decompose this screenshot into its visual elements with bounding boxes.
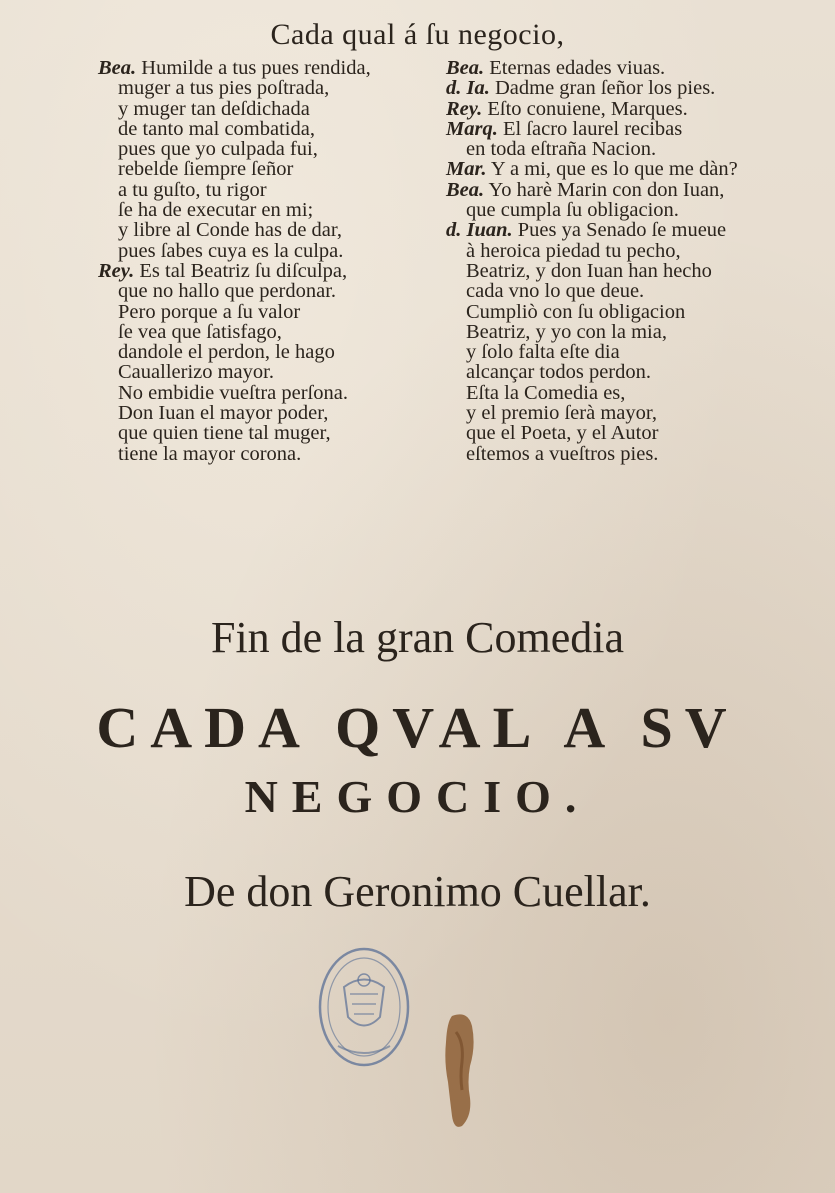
verse-text: que el Poeta, y el Autor (466, 422, 659, 445)
verse-text: Don Iuan el mayor poder, (118, 402, 329, 425)
verse-text: Pues ya Senado ſe mueue (512, 219, 727, 242)
verse-line (446, 180, 806, 200)
verse-line (446, 261, 806, 281)
play-title-line-2: NEGOCIO. (244, 771, 591, 822)
verse-text: en toda eſtraña Nacion. (466, 138, 657, 161)
verse-line (98, 78, 428, 98)
verse-text: y ſolo falta eſte dia (466, 341, 620, 364)
verse-text: y muger tan deſdichada (118, 97, 310, 120)
verse-line (446, 159, 806, 179)
verse-text: que quien tiene tal muger, (118, 422, 331, 445)
verse-text: ſe ha de executar en mi; (118, 199, 314, 222)
verse-line (446, 99, 806, 119)
verse-text: pues ſabes cuya es la culpa. (118, 239, 344, 262)
verse-text: dandole el perdon, le hago (118, 341, 335, 364)
speaker-label: Mar. (446, 158, 487, 181)
verse-line (98, 139, 428, 159)
verse-line (446, 139, 806, 159)
verse-line (446, 383, 806, 403)
verse-line (446, 322, 806, 342)
author-line: De don Geronimo Cuellar. (184, 867, 651, 916)
verse-line (98, 159, 428, 179)
speaker-label: Rey. (98, 259, 135, 282)
verse-text: El ſacro laurel recibas (497, 117, 683, 140)
verse-line (446, 444, 806, 464)
verse-line (446, 78, 806, 98)
verse-line (98, 322, 428, 342)
verse-text: eſtemos a vueſtros pies. (466, 442, 659, 465)
verse-text: a tu guſto, tu rigor (118, 178, 267, 201)
verse-line (98, 119, 428, 139)
verse-line (98, 302, 428, 322)
verse-text: Eſto conuiene, Marques. (482, 97, 688, 120)
verse-line (98, 200, 428, 220)
verse-text: Dadme gran ſeñor los pies. (489, 77, 716, 100)
verse-line (446, 220, 806, 240)
verse-text: Es tal Beatriz ſu diſculpa, (134, 259, 348, 282)
speaker-label: Bea. (446, 57, 485, 79)
verse-line (98, 383, 428, 403)
left-verse-column (98, 58, 428, 464)
verse-line (446, 200, 806, 220)
verse-line (446, 302, 806, 322)
speaker-label: Marq. (446, 117, 498, 140)
verse-text: ſe vea que ſatisfago, (118, 320, 282, 343)
speaker-label: d. Ia. (446, 77, 490, 100)
verse-text: Humilde a tus pues rendida, (136, 57, 371, 79)
verse-line (98, 58, 428, 78)
verse-text: Cauallerizo mayor. (118, 361, 274, 384)
verse-line (446, 423, 806, 443)
ink-stain (440, 1012, 480, 1130)
verse-text: No embidie vueſtra perſona. (118, 381, 348, 404)
running-head: Cada qual á ſu negocio, (270, 18, 565, 51)
verse-text: rebelde ſiempre ſeñor (118, 158, 294, 181)
verse-text: Beatriz, y don Iuan han hecho (466, 259, 712, 282)
verse-line (446, 403, 806, 423)
verse-text: Beatriz, y yo con la mia, (466, 320, 667, 343)
verse-line (98, 241, 428, 261)
verse-text: à heroica piedad tu pecho, (466, 239, 681, 262)
verse-text: que cumpla ſu obligacion. (466, 199, 679, 222)
verse-line (446, 362, 806, 382)
verse-line (98, 261, 428, 281)
library-stamp-icon (314, 942, 414, 1072)
verse-text: Yo harè Marin con don Iuan, (484, 178, 725, 201)
verse-text: Cumpliò con ſu obligacion (466, 300, 686, 323)
verse-text: Eternas edades viuas. (484, 57, 666, 79)
verse-text: alcançar todos perdon. (466, 361, 651, 384)
verse-text: de tanto mal combatida, (118, 117, 315, 140)
verse-line (98, 423, 428, 443)
play-title-line-1: CADA QVAL A SV (96, 695, 739, 760)
verse-text: cada vno lo que deue. (466, 280, 645, 303)
verse-line (98, 99, 428, 119)
speaker-label: Rey. (446, 97, 483, 120)
verse-line (446, 281, 806, 301)
verse-line (98, 444, 428, 464)
verse-line (98, 403, 428, 423)
verse-text: tiene la mayor corona. (118, 442, 302, 465)
verse-text: y el premio ſerà mayor, (466, 402, 658, 425)
verse-line (446, 241, 806, 261)
verse-text: muger a tus pies poſtrada, (118, 77, 330, 100)
verse-line (446, 58, 806, 78)
right-verse-column (446, 58, 806, 464)
verse-text: y libre al Conde has de dar, (118, 219, 343, 242)
verse-text: Eſta la Comedia es, (466, 381, 626, 404)
speaker-label: Bea. (98, 57, 137, 79)
verse-text: Y a mi, que es lo que me dàn? (486, 158, 738, 181)
speaker-label: d. Iuan. (446, 219, 513, 242)
verse-line (98, 362, 428, 382)
verse-line (98, 342, 428, 362)
verse-line (98, 180, 428, 200)
speaker-label: Bea. (446, 178, 485, 201)
verse-line (446, 119, 806, 139)
verse-text: que no hallo que perdonar. (118, 280, 337, 303)
verse-line (98, 220, 428, 240)
verse-line (446, 342, 806, 362)
fin-line: Fin de la gran Comedia (210, 613, 624, 662)
verse-line (98, 281, 428, 301)
verse-text: pues que yo culpada fui, (118, 138, 318, 161)
verse-text: Pero porque a ſu valor (118, 300, 301, 323)
